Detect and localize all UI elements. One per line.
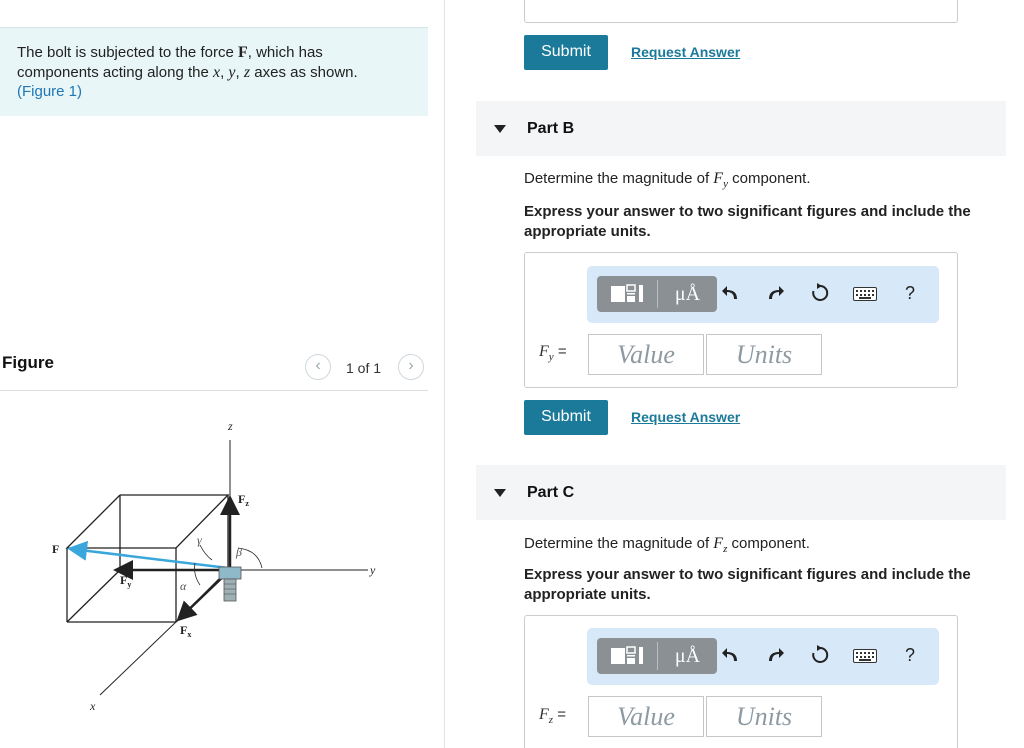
part-c-question: Determine the magnitude of $F_z$ component. xyxy=(524,535,810,555)
part-b-value-input[interactable]: Value xyxy=(588,334,704,375)
keyboard-icon xyxy=(853,649,877,663)
reset-icon xyxy=(809,644,831,666)
part-c-answer-box xyxy=(524,615,958,748)
chevron-right-icon: › xyxy=(408,357,414,374)
figure-heading: Figure xyxy=(2,353,54,372)
force-f-label: F xyxy=(52,542,60,556)
reset-icon xyxy=(809,282,831,304)
beta-label: β xyxy=(236,545,242,559)
part-b-request-answer-link[interactable]: Request Answer xyxy=(631,409,741,425)
undo-icon xyxy=(721,283,741,303)
part-c-title: Part C xyxy=(527,484,575,501)
toolbar-group xyxy=(597,638,717,674)
part-c-header[interactable] xyxy=(476,465,1006,520)
bolt-icon xyxy=(219,567,241,601)
part-b-question: Determine the magnitude of $F_y$ component. xyxy=(524,170,811,190)
caret-down-icon[interactable] xyxy=(494,125,506,133)
part-b-math-toolbar xyxy=(587,266,939,323)
part-a-answer-box xyxy=(524,0,958,23)
reset-button[interactable] xyxy=(809,644,831,671)
templates-icon xyxy=(597,638,657,674)
gamma-arc xyxy=(200,545,212,560)
bolt-force-diagram xyxy=(0,395,428,748)
part-c-value-input[interactable]: Value xyxy=(588,696,704,737)
alpha-arc xyxy=(195,563,200,585)
part-a-submit-button[interactable]: Submit xyxy=(524,35,608,70)
keyboard-button[interactable] xyxy=(853,287,877,306)
force-symbol: F xyxy=(237,44,248,61)
units-button[interactable]: μÅ xyxy=(674,645,701,667)
keyboard-icon xyxy=(853,287,877,301)
units-button[interactable]: μÅ xyxy=(674,283,701,305)
z-axis-label: z xyxy=(228,419,233,433)
undo-button[interactable] xyxy=(721,645,741,670)
undo-button[interactable] xyxy=(721,283,741,308)
fz-label: $F_z$ xyxy=(238,492,249,508)
figure-next-button[interactable] xyxy=(398,354,424,380)
redo-icon xyxy=(765,645,785,665)
part-c-instructions: Express your answer to two significant figures and include the appropriate units. xyxy=(524,566,971,603)
part-c-units-input[interactable]: Units xyxy=(706,696,822,737)
help-button[interactable]: ? xyxy=(905,645,916,665)
redo-button[interactable] xyxy=(765,283,785,308)
y-axis-label: y xyxy=(370,563,376,577)
templates-icon xyxy=(597,276,657,312)
alpha-label: α xyxy=(180,579,187,593)
panel-divider xyxy=(444,0,445,748)
part-b-submit-button[interactable]: Submit xyxy=(524,400,608,435)
fx-label: $F_x$ xyxy=(180,623,192,639)
keyboard-button[interactable] xyxy=(853,649,877,668)
part-b-answer-box xyxy=(524,252,958,388)
templates-button[interactable] xyxy=(597,638,657,674)
problem-panel xyxy=(0,0,428,748)
fy-label: $F_y$ xyxy=(120,573,132,589)
force-f-arrow xyxy=(72,549,228,568)
reset-button[interactable] xyxy=(809,282,831,309)
figure-pager: 1 of 1 xyxy=(346,360,382,376)
part-b-input-label: $F_y$ = xyxy=(539,343,567,363)
part-c-math-toolbar xyxy=(587,628,939,685)
redo-button[interactable] xyxy=(765,645,785,670)
gamma-label: γ xyxy=(197,533,202,547)
problem-statement: The bolt is subjected to the force F, which has components acting along the x, y, z axes as shown. (Figure 1) xyxy=(17,44,358,100)
x-axis-label: x xyxy=(90,699,96,713)
templates-button[interactable] xyxy=(597,276,657,312)
figure-prev-button[interactable] xyxy=(305,354,331,380)
toolbar-group xyxy=(597,276,717,312)
part-b-instructions: Express your answer to two significant figures and include the appropriate units. xyxy=(524,203,971,240)
part-a-request-answer-link[interactable]: Request Answer xyxy=(631,44,741,60)
part-c-input-label: $F_z$ = xyxy=(539,706,566,726)
undo-icon xyxy=(721,645,741,665)
part-b-header[interactable] xyxy=(476,101,1006,156)
part-b-title: Part B xyxy=(527,120,575,137)
chevron-left-icon: ‹ xyxy=(315,357,321,374)
help-button[interactable]: ? xyxy=(905,283,916,303)
figure-link[interactable]: (Figure 1) xyxy=(17,83,83,100)
redo-icon xyxy=(765,283,785,303)
figure-divider xyxy=(0,390,428,391)
part-b-units-input[interactable]: Units xyxy=(706,334,822,375)
caret-down-icon[interactable] xyxy=(494,489,506,497)
